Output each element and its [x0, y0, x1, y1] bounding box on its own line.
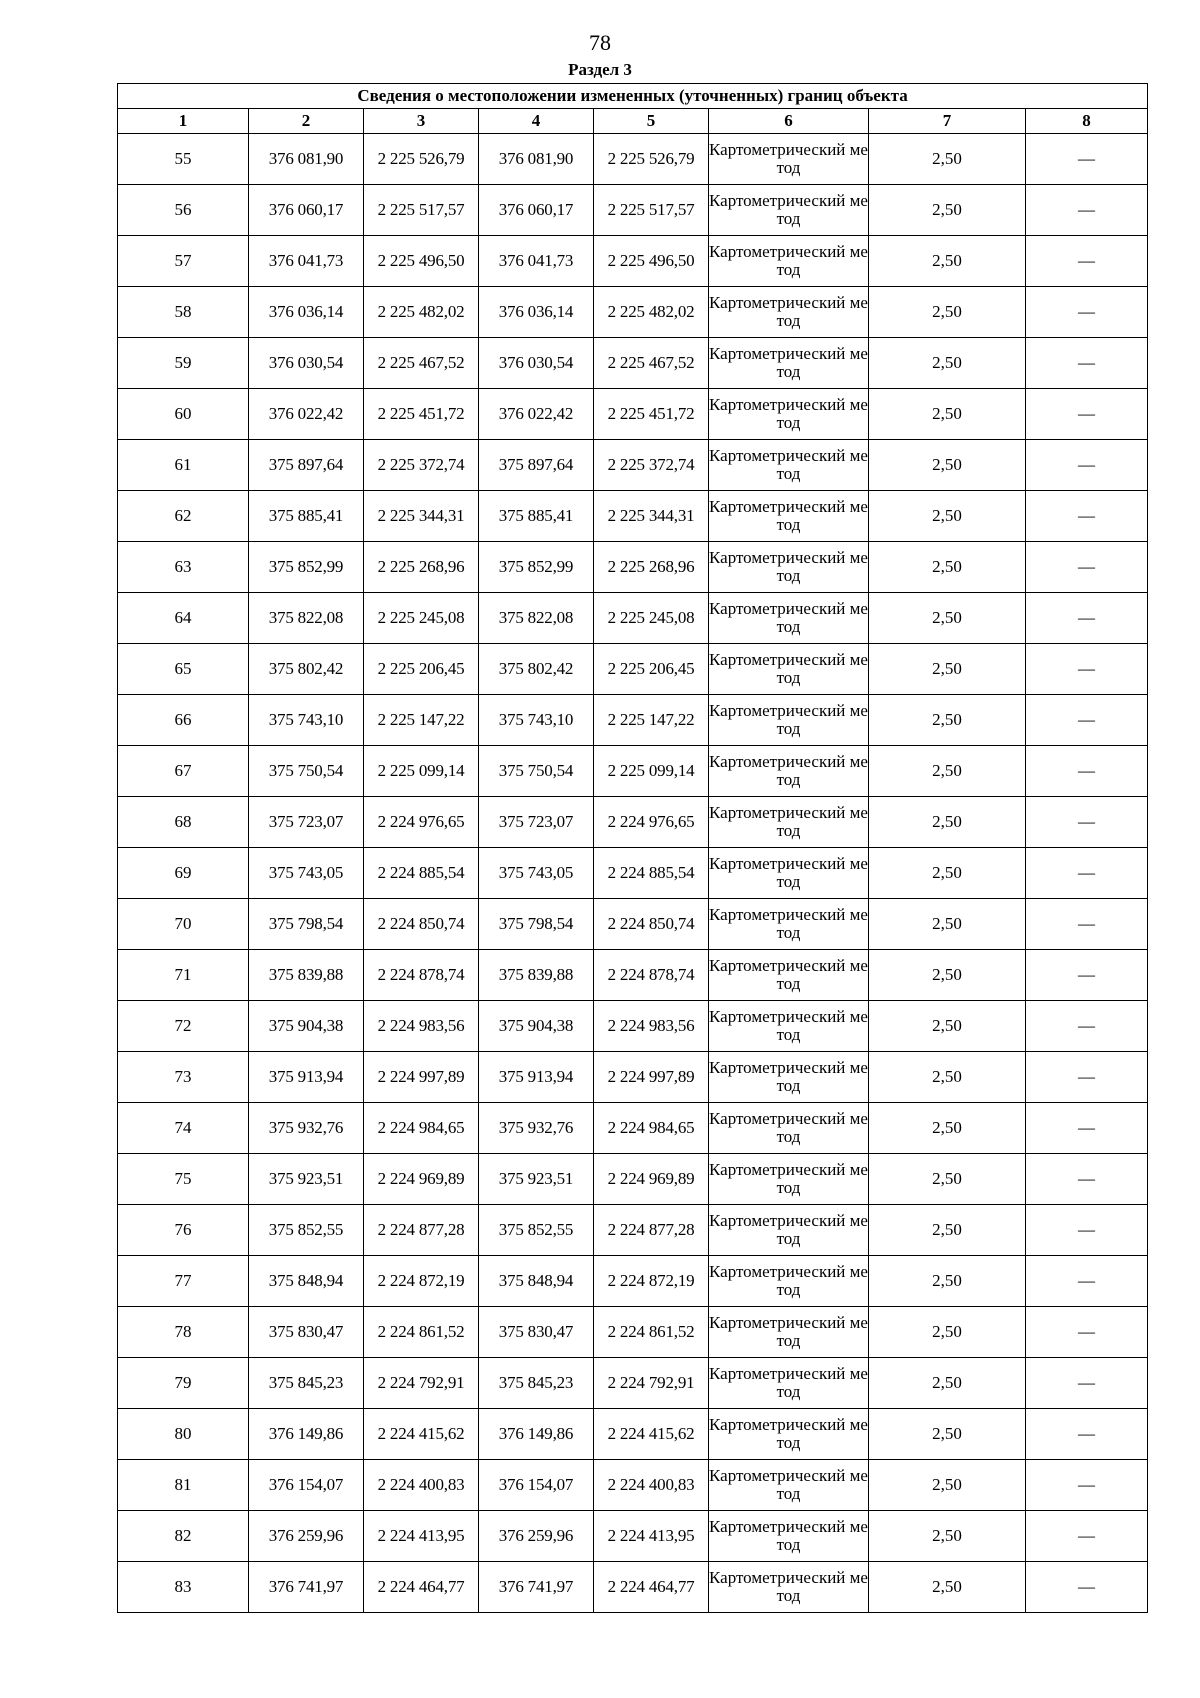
x-existing-cell: 375 848,94	[249, 1256, 364, 1307]
x-new-cell: 375 897,64	[479, 440, 594, 491]
y-new-cell: 2 225 206,45	[594, 644, 709, 695]
y-new-cell: 2 225 372,74	[594, 440, 709, 491]
x-existing-cell: 375 913,94	[249, 1052, 364, 1103]
y-new-cell: 2 224 984,65	[594, 1103, 709, 1154]
y-new-cell: 2 224 415,62	[594, 1409, 709, 1460]
table-row	[118, 338, 1148, 389]
x-existing-cell: 375 852,99	[249, 542, 364, 593]
column-header-4: 4	[479, 109, 594, 134]
x-new-cell: 376 149,86	[479, 1409, 594, 1460]
table-row	[118, 593, 1148, 644]
x-existing-cell: 375 723,07	[249, 797, 364, 848]
y-existing-cell: 2 224 413,95	[364, 1511, 479, 1562]
x-new-cell: 376 154,07	[479, 1460, 594, 1511]
description-cell: —	[1026, 695, 1148, 746]
method-cell: Картометрический метод	[709, 491, 869, 542]
x-new-cell: 375 932,76	[479, 1103, 594, 1154]
x-existing-cell: 376 030,54	[249, 338, 364, 389]
accuracy-cell: 2,50	[869, 1205, 1026, 1256]
accuracy-cell: 2,50	[869, 338, 1026, 389]
y-existing-cell: 2 224 464,77	[364, 1562, 479, 1613]
point-number-cell: 66	[118, 695, 249, 746]
point-number-cell: 67	[118, 746, 249, 797]
accuracy-cell: 2,50	[869, 287, 1026, 338]
accuracy-cell: 2,50	[869, 1307, 1026, 1358]
point-number-cell: 71	[118, 950, 249, 1001]
point-number-cell: 56	[118, 185, 249, 236]
table-row	[118, 1409, 1148, 1460]
accuracy-cell: 2,50	[869, 950, 1026, 1001]
accuracy-cell: 2,50	[869, 134, 1026, 185]
y-existing-cell: 2 225 467,52	[364, 338, 479, 389]
method-cell: Картометрический метод	[709, 695, 869, 746]
y-new-cell: 2 224 850,74	[594, 899, 709, 950]
accuracy-cell: 2,50	[869, 899, 1026, 950]
description-cell: —	[1026, 1562, 1148, 1613]
x-existing-cell: 375 923,51	[249, 1154, 364, 1205]
point-number-cell: 61	[118, 440, 249, 491]
method-cell: Картометрический метод	[709, 848, 869, 899]
x-new-cell: 375 839,88	[479, 950, 594, 1001]
y-new-cell: 2 225 467,52	[594, 338, 709, 389]
y-existing-cell: 2 224 850,74	[364, 899, 479, 950]
x-new-cell: 375 904,38	[479, 1001, 594, 1052]
table-row	[118, 746, 1148, 797]
column-header-1: 1	[118, 109, 249, 134]
y-new-cell: 2 224 976,65	[594, 797, 709, 848]
point-number-cell: 73	[118, 1052, 249, 1103]
method-cell: Картометрический метод	[709, 797, 869, 848]
x-new-cell: 375 923,51	[479, 1154, 594, 1205]
x-existing-cell: 375 885,41	[249, 491, 364, 542]
x-new-cell: 376 060,17	[479, 185, 594, 236]
table-row	[118, 236, 1148, 287]
x-new-cell: 375 802,42	[479, 644, 594, 695]
point-number-cell: 69	[118, 848, 249, 899]
y-new-cell: 2 224 877,28	[594, 1205, 709, 1256]
description-cell: —	[1026, 1307, 1148, 1358]
accuracy-cell: 2,50	[869, 593, 1026, 644]
x-existing-cell: 376 041,73	[249, 236, 364, 287]
description-cell: —	[1026, 1460, 1148, 1511]
y-new-cell: 2 225 268,96	[594, 542, 709, 593]
table-row	[118, 1307, 1148, 1358]
table-row	[118, 1103, 1148, 1154]
table-row	[118, 185, 1148, 236]
method-cell: Картометрический метод	[709, 338, 869, 389]
column-header-8: 8	[1026, 109, 1148, 134]
table-row	[118, 1001, 1148, 1052]
accuracy-cell: 2,50	[869, 185, 1026, 236]
x-new-cell: 376 036,14	[479, 287, 594, 338]
x-new-cell: 376 259,96	[479, 1511, 594, 1562]
y-existing-cell: 2 224 885,54	[364, 848, 479, 899]
x-existing-cell: 376 036,14	[249, 287, 364, 338]
x-new-cell: 375 743,05	[479, 848, 594, 899]
accuracy-cell: 2,50	[869, 695, 1026, 746]
x-new-cell: 376 041,73	[479, 236, 594, 287]
description-cell: —	[1026, 134, 1148, 185]
method-cell: Картометрический метод	[709, 1409, 869, 1460]
method-cell: Картометрический метод	[709, 236, 869, 287]
y-new-cell: 2 224 997,89	[594, 1052, 709, 1103]
y-existing-cell: 2 225 206,45	[364, 644, 479, 695]
x-new-cell: 375 798,54	[479, 899, 594, 950]
y-new-cell: 2 224 464,77	[594, 1562, 709, 1613]
table-row	[118, 1358, 1148, 1409]
accuracy-cell: 2,50	[869, 644, 1026, 695]
table-row	[118, 1562, 1148, 1613]
table-row	[118, 1460, 1148, 1511]
x-existing-cell: 375 897,64	[249, 440, 364, 491]
y-new-cell: 2 224 885,54	[594, 848, 709, 899]
y-existing-cell: 2 224 984,65	[364, 1103, 479, 1154]
accuracy-cell: 2,50	[869, 1052, 1026, 1103]
y-existing-cell: 2 224 792,91	[364, 1358, 479, 1409]
method-cell: Картометрический метод	[709, 899, 869, 950]
description-cell: —	[1026, 746, 1148, 797]
y-existing-cell: 2 225 147,22	[364, 695, 479, 746]
point-number-cell: 60	[118, 389, 249, 440]
accuracy-cell: 2,50	[869, 1154, 1026, 1205]
point-number-cell: 63	[118, 542, 249, 593]
table-body	[118, 134, 1148, 1613]
x-new-cell: 376 081,90	[479, 134, 594, 185]
column-header-2: 2	[249, 109, 364, 134]
y-new-cell: 2 225 526,79	[594, 134, 709, 185]
x-existing-cell: 376 154,07	[249, 1460, 364, 1511]
accuracy-cell: 2,50	[869, 1256, 1026, 1307]
description-cell: —	[1026, 338, 1148, 389]
y-existing-cell: 2 225 344,31	[364, 491, 479, 542]
accuracy-cell: 2,50	[869, 542, 1026, 593]
y-existing-cell: 2 224 400,83	[364, 1460, 479, 1511]
y-new-cell: 2 225 482,02	[594, 287, 709, 338]
method-cell: Картометрический метод	[709, 542, 869, 593]
table-row	[118, 1154, 1148, 1205]
method-cell: Картометрический метод	[709, 134, 869, 185]
method-cell: Картометрический метод	[709, 185, 869, 236]
x-new-cell: 375 845,23	[479, 1358, 594, 1409]
x-existing-cell: 375 839,88	[249, 950, 364, 1001]
y-existing-cell: 2 224 983,56	[364, 1001, 479, 1052]
point-number-cell: 59	[118, 338, 249, 389]
method-cell: Картометрический метод	[709, 1307, 869, 1358]
accuracy-cell: 2,50	[869, 1460, 1026, 1511]
x-existing-cell: 375 743,05	[249, 848, 364, 899]
description-cell: —	[1026, 797, 1148, 848]
x-new-cell: 376 022,42	[479, 389, 594, 440]
point-number-cell: 75	[118, 1154, 249, 1205]
method-cell: Картометрический метод	[709, 440, 869, 491]
method-cell: Картометрический метод	[709, 1256, 869, 1307]
x-new-cell: 375 822,08	[479, 593, 594, 644]
y-new-cell: 2 224 872,19	[594, 1256, 709, 1307]
x-existing-cell: 376 149,86	[249, 1409, 364, 1460]
method-cell: Картометрический метод	[709, 1205, 869, 1256]
point-number-cell: 62	[118, 491, 249, 542]
x-existing-cell: 376 741,97	[249, 1562, 364, 1613]
y-existing-cell: 2 224 878,74	[364, 950, 479, 1001]
description-cell: —	[1026, 950, 1148, 1001]
method-cell: Картометрический метод	[709, 746, 869, 797]
accuracy-cell: 2,50	[869, 1103, 1026, 1154]
x-new-cell: 376 030,54	[479, 338, 594, 389]
point-number-cell: 68	[118, 797, 249, 848]
point-number-cell: 57	[118, 236, 249, 287]
method-cell: Картометрический метод	[709, 1460, 869, 1511]
table-row	[118, 134, 1148, 185]
y-existing-cell: 2 225 526,79	[364, 134, 479, 185]
y-existing-cell: 2 225 451,72	[364, 389, 479, 440]
table-row	[118, 950, 1148, 1001]
table-row	[118, 899, 1148, 950]
table-row	[118, 1205, 1148, 1256]
point-number-cell: 72	[118, 1001, 249, 1052]
accuracy-cell: 2,50	[869, 389, 1026, 440]
x-existing-cell: 375 798,54	[249, 899, 364, 950]
x-new-cell: 375 743,10	[479, 695, 594, 746]
table-row	[118, 287, 1148, 338]
point-number-cell: 74	[118, 1103, 249, 1154]
point-number-cell: 81	[118, 1460, 249, 1511]
accuracy-cell: 2,50	[869, 440, 1026, 491]
method-cell: Картометрический метод	[709, 950, 869, 1001]
y-existing-cell: 2 225 372,74	[364, 440, 479, 491]
method-cell: Картометрический метод	[709, 389, 869, 440]
accuracy-cell: 2,50	[869, 1358, 1026, 1409]
accuracy-cell: 2,50	[869, 491, 1026, 542]
description-cell: —	[1026, 1001, 1148, 1052]
x-new-cell: 375 885,41	[479, 491, 594, 542]
y-new-cell: 2 225 245,08	[594, 593, 709, 644]
y-existing-cell: 2 225 482,02	[364, 287, 479, 338]
x-existing-cell: 375 904,38	[249, 1001, 364, 1052]
y-new-cell: 2 225 147,22	[594, 695, 709, 746]
x-new-cell: 375 913,94	[479, 1052, 594, 1103]
method-cell: Картометрический метод	[709, 1052, 869, 1103]
x-new-cell: 375 852,55	[479, 1205, 594, 1256]
x-existing-cell: 375 750,54	[249, 746, 364, 797]
description-cell: —	[1026, 440, 1148, 491]
point-number-cell: 76	[118, 1205, 249, 1256]
accuracy-cell: 2,50	[869, 848, 1026, 899]
x-new-cell: 375 750,54	[479, 746, 594, 797]
y-new-cell: 2 224 878,74	[594, 950, 709, 1001]
point-number-cell: 77	[118, 1256, 249, 1307]
x-existing-cell: 375 830,47	[249, 1307, 364, 1358]
column-header-7: 7	[869, 109, 1026, 134]
table-row	[118, 644, 1148, 695]
description-cell: —	[1026, 1052, 1148, 1103]
table-row	[118, 542, 1148, 593]
x-new-cell: 375 848,94	[479, 1256, 594, 1307]
accuracy-cell: 2,50	[869, 1511, 1026, 1562]
page-number: 78	[589, 30, 611, 55]
y-new-cell: 2 224 400,83	[594, 1460, 709, 1511]
description-cell: —	[1026, 185, 1148, 236]
y-existing-cell: 2 225 268,96	[364, 542, 479, 593]
description-cell: —	[1026, 287, 1148, 338]
description-cell: —	[1026, 1409, 1148, 1460]
table-row	[118, 848, 1148, 899]
y-existing-cell: 2 224 415,62	[364, 1409, 479, 1460]
y-new-cell: 2 224 792,91	[594, 1358, 709, 1409]
description-cell: —	[1026, 899, 1148, 950]
description-cell: —	[1026, 1358, 1148, 1409]
y-existing-cell: 2 225 245,08	[364, 593, 479, 644]
table-row	[118, 491, 1148, 542]
y-new-cell: 2 225 451,72	[594, 389, 709, 440]
description-cell: —	[1026, 1103, 1148, 1154]
table-row	[118, 1256, 1148, 1307]
y-new-cell: 2 225 344,31	[594, 491, 709, 542]
method-cell: Картометрический метод	[709, 1511, 869, 1562]
y-new-cell: 2 224 983,56	[594, 1001, 709, 1052]
description-cell: —	[1026, 1205, 1148, 1256]
y-existing-cell: 2 225 517,57	[364, 185, 479, 236]
description-cell: —	[1026, 236, 1148, 287]
y-new-cell: 2 224 413,95	[594, 1511, 709, 1562]
description-cell: —	[1026, 491, 1148, 542]
method-cell: Картометрический метод	[709, 644, 869, 695]
description-cell: —	[1026, 1154, 1148, 1205]
y-existing-cell: 2 225 099,14	[364, 746, 479, 797]
point-number-cell: 55	[118, 134, 249, 185]
y-new-cell: 2 225 496,50	[594, 236, 709, 287]
x-new-cell: 376 741,97	[479, 1562, 594, 1613]
method-cell: Картометрический метод	[709, 1358, 869, 1409]
accuracy-cell: 2,50	[869, 746, 1026, 797]
y-existing-cell: 2 224 872,19	[364, 1256, 479, 1307]
x-new-cell: 375 852,99	[479, 542, 594, 593]
y-existing-cell: 2 224 969,89	[364, 1154, 479, 1205]
column-header-5: 5	[594, 109, 709, 134]
x-existing-cell: 376 081,90	[249, 134, 364, 185]
y-existing-cell: 2 224 877,28	[364, 1205, 479, 1256]
table-row	[118, 1511, 1148, 1562]
x-existing-cell: 375 743,10	[249, 695, 364, 746]
accuracy-cell: 2,50	[869, 236, 1026, 287]
x-existing-cell: 375 932,76	[249, 1103, 364, 1154]
method-cell: Картометрический метод	[709, 1154, 869, 1205]
x-existing-cell: 375 822,08	[249, 593, 364, 644]
method-cell: Картометрический метод	[709, 593, 869, 644]
point-number-cell: 82	[118, 1511, 249, 1562]
method-cell: Картометрический метод	[709, 1001, 869, 1052]
x-existing-cell: 376 060,17	[249, 185, 364, 236]
table-caption: Сведения о местоположении измененных (уточненных) границ объекта	[118, 84, 1148, 109]
description-cell: —	[1026, 593, 1148, 644]
column-header-3: 3	[364, 109, 479, 134]
column-header-6: 6	[709, 109, 869, 134]
section-title: Раздел 3	[568, 60, 632, 79]
description-cell: —	[1026, 848, 1148, 899]
y-existing-cell: 2 224 997,89	[364, 1052, 479, 1103]
point-number-cell: 79	[118, 1358, 249, 1409]
x-existing-cell: 376 022,42	[249, 389, 364, 440]
coordinates-table	[117, 83, 1148, 1613]
x-existing-cell: 376 259,96	[249, 1511, 364, 1562]
table-row	[118, 797, 1148, 848]
description-cell: —	[1026, 644, 1148, 695]
description-cell: —	[1026, 1511, 1148, 1562]
x-new-cell: 375 723,07	[479, 797, 594, 848]
method-cell: Картометрический метод	[709, 1562, 869, 1613]
description-cell: —	[1026, 542, 1148, 593]
point-number-cell: 70	[118, 899, 249, 950]
y-new-cell: 2 224 861,52	[594, 1307, 709, 1358]
table-row	[118, 440, 1148, 491]
description-cell: —	[1026, 389, 1148, 440]
point-number-cell: 64	[118, 593, 249, 644]
point-number-cell: 58	[118, 287, 249, 338]
table-row	[118, 389, 1148, 440]
x-existing-cell: 375 845,23	[249, 1358, 364, 1409]
table-row	[118, 1052, 1148, 1103]
accuracy-cell: 2,50	[869, 797, 1026, 848]
x-existing-cell: 375 802,42	[249, 644, 364, 695]
point-number-cell: 78	[118, 1307, 249, 1358]
point-number-cell: 83	[118, 1562, 249, 1613]
accuracy-cell: 2,50	[869, 1562, 1026, 1613]
accuracy-cell: 2,50	[869, 1001, 1026, 1052]
accuracy-cell: 2,50	[869, 1409, 1026, 1460]
y-existing-cell: 2 224 976,65	[364, 797, 479, 848]
table-row	[118, 695, 1148, 746]
point-number-cell: 65	[118, 644, 249, 695]
y-existing-cell: 2 224 861,52	[364, 1307, 479, 1358]
description-cell: —	[1026, 1256, 1148, 1307]
method-cell: Картометрический метод	[709, 1103, 869, 1154]
y-new-cell: 2 224 969,89	[594, 1154, 709, 1205]
y-existing-cell: 2 225 496,50	[364, 236, 479, 287]
x-new-cell: 375 830,47	[479, 1307, 594, 1358]
y-new-cell: 2 225 099,14	[594, 746, 709, 797]
method-cell: Картометрический метод	[709, 287, 869, 338]
point-number-cell: 80	[118, 1409, 249, 1460]
y-new-cell: 2 225 517,57	[594, 185, 709, 236]
column-header-row	[118, 109, 1148, 134]
x-existing-cell: 375 852,55	[249, 1205, 364, 1256]
